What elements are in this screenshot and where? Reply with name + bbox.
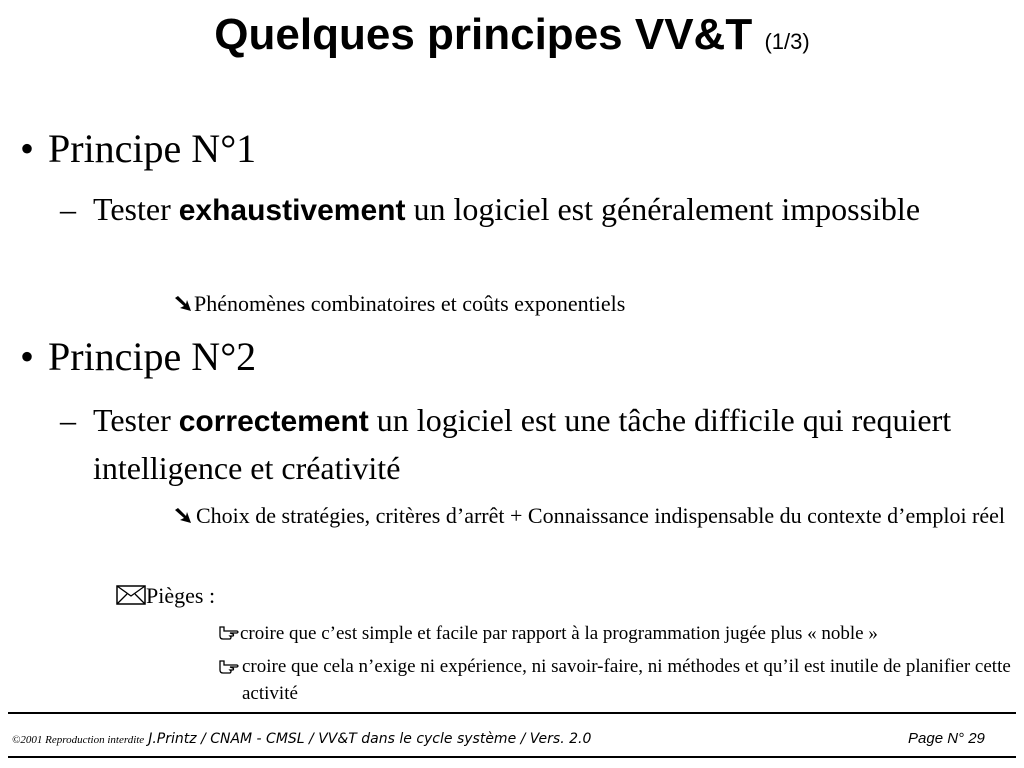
principle-2-dash: – (60, 402, 76, 438)
principle-1-detail: Phénomènes combinatoires et coûts exponentiels (194, 291, 626, 316)
footer-divider-top (8, 712, 1016, 714)
footer-content (12, 728, 591, 750)
pitfall-item-2 (218, 653, 242, 683)
pitfalls-label: Pièges : (146, 583, 216, 608)
footer-page-number: Page N° 29 (908, 730, 985, 747)
principle-2-statement (93, 397, 973, 491)
pointing-hand-icon (218, 653, 240, 683)
principle-2-bullet: • (20, 334, 35, 379)
principle-1-detail-row (174, 287, 1004, 320)
envelope-icon (116, 579, 146, 612)
footer-course: J.Printz / CNAM - CMSL / VV&T dans le cycle système / Vers. 2.0 (148, 731, 592, 747)
arrow-icon (174, 287, 194, 320)
arrow-icon (174, 499, 194, 532)
principle-2-label: Principe N°2 (48, 334, 257, 379)
pitfall-item-1-text: croire que c’est simple et facile par rapport à la programmation jugée plus « noble » (240, 623, 878, 644)
principle-1-keyword: exhaustivement (178, 194, 406, 227)
principle-1-statement (93, 186, 1013, 234)
pointing-hand-icon (218, 619, 240, 649)
pitfalls-heading (116, 579, 416, 612)
pitfall-item-2-text: croire que cela n’exige ni expérience, ni savoir-faire, ni méthodes et qu’il est inutile de planifier cette activité (242, 656, 1011, 704)
principle-1-post: un logiciel est généralement impossible (405, 191, 921, 227)
principle-2-pre: Tester (93, 402, 179, 438)
principle-1-pre: Tester (93, 191, 179, 227)
principle-1-dash: – (60, 191, 76, 227)
principle-1-bullet: • (20, 126, 35, 171)
slide-title-fraction: (1/3) (764, 29, 810, 54)
principle-2-post: un logiciel est une tâche difficile qui requiert intelligence et créativité (93, 402, 952, 486)
slide-title-text: Quelques principes VV&T (214, 10, 753, 59)
principle-2-detail: Choix de stratégies, critères d’arrêt + Connaissance indispensable du contexte d’emploi réel (196, 503, 1006, 528)
pitfall-item-1 (218, 619, 1018, 649)
footer-divider-bottom (8, 756, 1016, 758)
footer-copyright: ©2001 Reproduction interdite (12, 734, 145, 746)
principle-2-keyword: correctement (178, 405, 369, 438)
slide-title (0, 8, 1024, 69)
principle-1-label: Principe N°1 (48, 126, 257, 171)
